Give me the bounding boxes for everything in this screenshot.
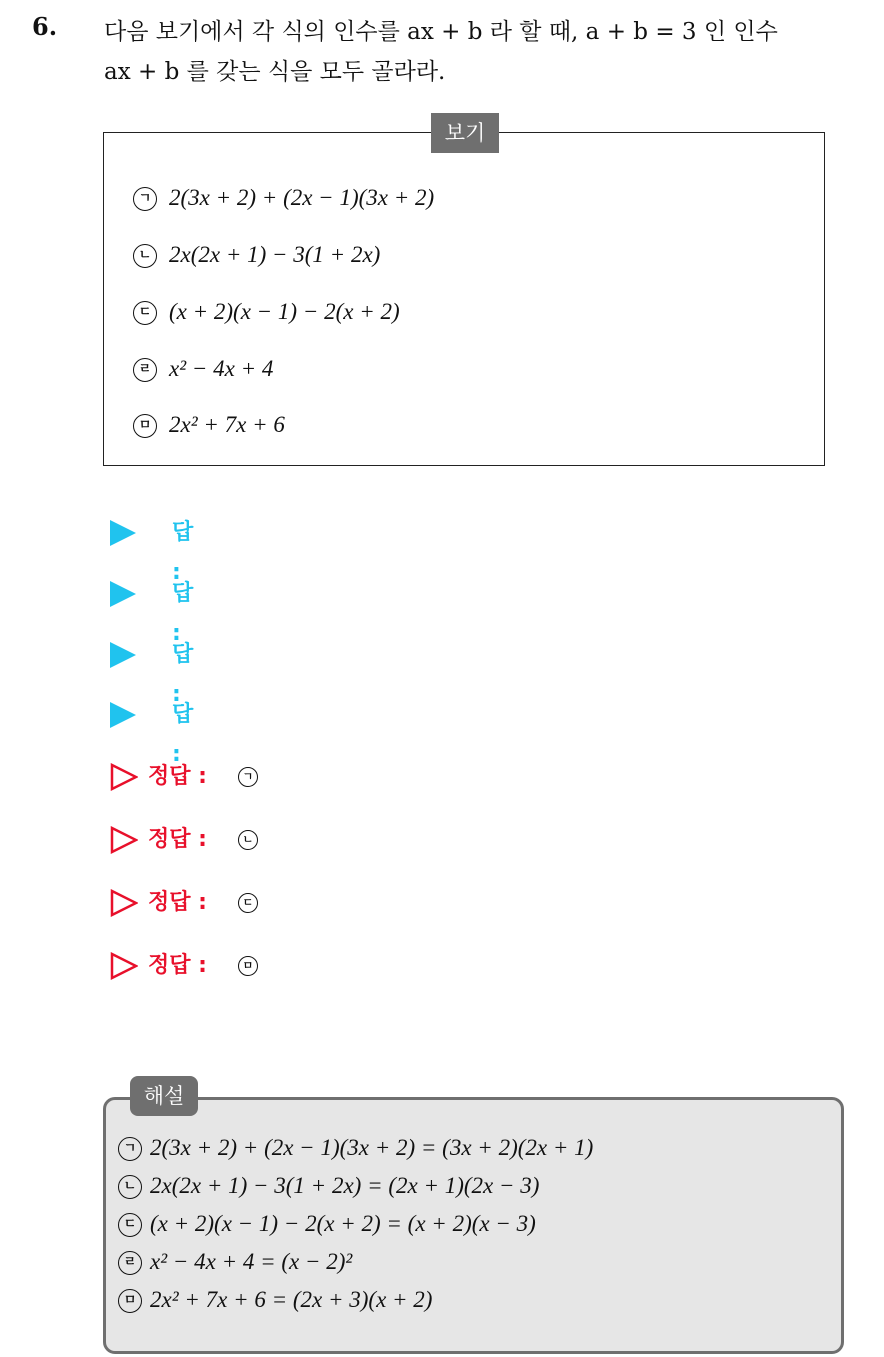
play-triangle-icon bbox=[110, 581, 136, 607]
explanation-mark: ㅁ bbox=[118, 1289, 142, 1313]
bogi-item-mark: ㄱ bbox=[133, 187, 157, 211]
bogi-item-mark: ㅁ bbox=[133, 414, 157, 438]
solution-label: 정답 : bbox=[148, 764, 207, 789]
bogi-item-mark: ㄷ bbox=[133, 301, 157, 325]
answer-label: 답 : bbox=[172, 520, 194, 585]
bogi-item-expr: 2(3x + 2) + (2x − 1)(3x + 2) bbox=[169, 185, 435, 210]
explanation-title: 해설 bbox=[130, 1076, 198, 1116]
explanation-line bbox=[118, 1208, 536, 1240]
solution-label: 정답 : bbox=[148, 827, 207, 852]
explanation-line bbox=[118, 1132, 593, 1164]
bogi-item-expr: 2x(2x + 1) − 3(1 + 2x) bbox=[169, 242, 381, 267]
solution-label: 정답 : bbox=[148, 953, 207, 978]
explanation-expr: (x + 2)(x − 1) − 2(x + 2) = (x + 2)(x − 3) bbox=[150, 1211, 536, 1236]
solution-mark: ㅁ bbox=[238, 956, 258, 976]
answer-label: 답 : bbox=[172, 581, 194, 646]
play-triangle-icon bbox=[110, 702, 136, 728]
question-text-line-2: ax + b 를 갖는 식을 모두 골라라. bbox=[104, 59, 446, 85]
bogi-item bbox=[133, 240, 380, 270]
bogi-title: 보기 bbox=[431, 113, 499, 153]
explanation-line bbox=[118, 1246, 352, 1278]
bogi-item bbox=[133, 297, 400, 327]
bogi-item-expr: 2x² + 7x + 6 bbox=[169, 412, 285, 437]
outline-triangle-icon bbox=[110, 952, 138, 980]
bogi-item-mark: ㄴ bbox=[133, 244, 157, 268]
explanation-line bbox=[118, 1284, 432, 1316]
solution-label: 정답 : bbox=[148, 890, 207, 915]
bogi-item-expr: (x + 2)(x − 1) − 2(x + 2) bbox=[169, 299, 400, 324]
explanation-expr: 2x(2x + 1) − 3(1 + 2x) = (2x + 1)(2x − 3) bbox=[150, 1173, 540, 1198]
explanation-expr: 2x² + 7x + 6 = (2x + 3)(x + 2) bbox=[150, 1287, 433, 1312]
bogi-item-mark: ㄹ bbox=[133, 358, 157, 382]
answer-label: 답 : bbox=[172, 642, 194, 707]
explanation-mark: ㄷ bbox=[118, 1213, 142, 1237]
explanation-expr: x² − 4x + 4 = (x − 2)² bbox=[150, 1249, 353, 1274]
solution-mark: ㄷ bbox=[238, 893, 258, 913]
explanation-mark: ㄱ bbox=[118, 1137, 142, 1161]
answer-label: 답 : bbox=[172, 702, 194, 767]
bogi-item bbox=[133, 183, 434, 213]
explanation-mark: ㄹ bbox=[118, 1251, 142, 1275]
outline-triangle-icon bbox=[110, 889, 138, 917]
question-text-line-1: 다음 보기에서 각 식의 인수를 ax + b 라 할 때, a + b = 3 인 인수 bbox=[104, 19, 778, 45]
explanation-mark: ㄴ bbox=[118, 1175, 142, 1199]
question-number: 6. bbox=[32, 12, 58, 41]
question-text bbox=[104, 12, 864, 92]
solution-mark: ㄴ bbox=[238, 830, 258, 850]
bogi-item-expr: x² − 4x + 4 bbox=[169, 356, 274, 381]
explanation-line bbox=[118, 1170, 539, 1202]
explanation-expr: 2(3x + 2) + (2x − 1)(3x + 2) = (3x + 2)(2x + 1) bbox=[150, 1135, 594, 1160]
play-triangle-icon bbox=[110, 520, 136, 546]
outline-triangle-icon bbox=[110, 826, 138, 854]
solution-mark: ㄱ bbox=[238, 767, 258, 787]
bogi-item bbox=[133, 410, 285, 440]
outline-triangle-icon bbox=[110, 763, 138, 791]
play-triangle-icon bbox=[110, 642, 136, 668]
bogi-item bbox=[133, 354, 273, 384]
